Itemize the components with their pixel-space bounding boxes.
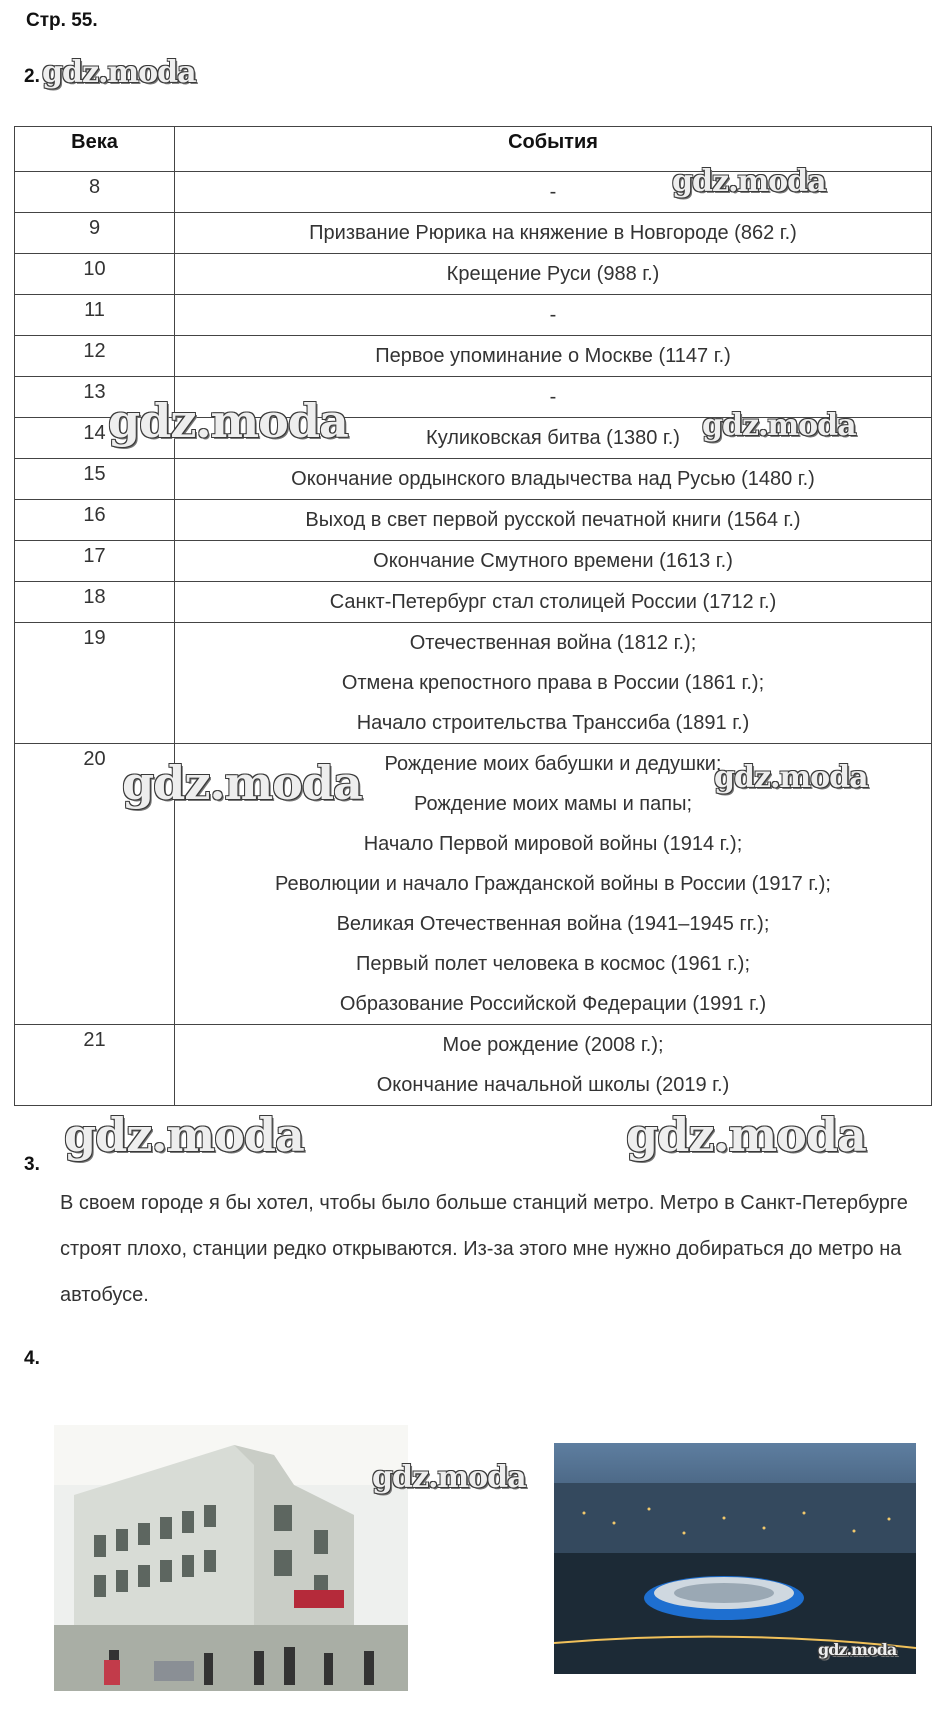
building-photo bbox=[54, 1425, 408, 1691]
century-cell: 11 bbox=[15, 295, 175, 336]
events-cell bbox=[175, 582, 932, 623]
century-cell: 13 bbox=[15, 377, 175, 418]
century-cell: 15 bbox=[15, 459, 175, 500]
table-row bbox=[15, 213, 932, 254]
task2-number: 2. bbox=[24, 66, 40, 87]
event-text: Отмена крепостного права в России (1861 г.); bbox=[341, 672, 765, 694]
task3-text: В своем городе я бы хотел, чтобы было больше станций метро. Метро в Санкт-Петербурге строят плохо, станции редко открываются. Из-за этого мне нужно добираться до метро на автобусе. bbox=[60, 1192, 908, 1306]
event-text: Санкт-Петербург стал столицей России (1712 г.) bbox=[329, 591, 777, 613]
event-text: Рождение моих мамы и папы; bbox=[413, 793, 693, 815]
century-cell: 17 bbox=[15, 541, 175, 582]
events-cell bbox=[175, 213, 932, 254]
watermark: gdz.moda bbox=[714, 760, 868, 795]
table-row bbox=[15, 582, 932, 623]
watermark: gdz.moda bbox=[626, 1108, 866, 1162]
event-text: Окончание ордынского владычества над Русью (1480 г.) bbox=[291, 468, 815, 490]
events-cell bbox=[175, 336, 932, 377]
watermark: gdz.moda bbox=[702, 408, 856, 443]
watermark: gdz.moda bbox=[818, 1640, 897, 1659]
event-text: Первый полет человека в космос (1961 г.); bbox=[355, 953, 751, 975]
events-cell bbox=[175, 1025, 932, 1106]
event-text: Революции и начало Гражданской войны в России (1917 г.); bbox=[275, 873, 831, 895]
table-row bbox=[15, 459, 932, 500]
event-text: Начало строительства Транссиба (1891 г.) bbox=[356, 712, 750, 734]
table-row bbox=[15, 1025, 932, 1106]
table-row bbox=[15, 500, 932, 541]
event-text: Первое упоминание о Москве (1147 г.) bbox=[375, 345, 731, 367]
century-cell: 20 bbox=[15, 744, 175, 1025]
watermark: gdz.moda bbox=[108, 394, 348, 448]
event-text: Отечественная война (1812 г.); bbox=[409, 632, 697, 654]
century-cell: 9 bbox=[15, 213, 175, 254]
events-cell bbox=[175, 500, 932, 541]
event-text: - bbox=[549, 304, 557, 326]
watermark: gdz.moda bbox=[64, 1108, 304, 1162]
table-row bbox=[15, 541, 932, 582]
watermark: gdz.moda bbox=[372, 1460, 526, 1495]
event-text: Выход в свет первой русской печатной книги (1564 г.) bbox=[305, 509, 801, 531]
table-row bbox=[15, 336, 932, 377]
task4-number: 4. bbox=[24, 1348, 40, 1369]
watermark: gdz.moda bbox=[122, 756, 362, 810]
century-cell: 16 bbox=[15, 500, 175, 541]
events-cell bbox=[175, 541, 932, 582]
event-text: Крещение Руси (988 г.) bbox=[446, 263, 660, 285]
century-cell: 21 bbox=[15, 1025, 175, 1106]
table-row bbox=[15, 623, 932, 744]
century-cell: 8 bbox=[15, 172, 175, 213]
event-text: Куликовская битва (1380 г.) bbox=[426, 427, 680, 449]
event-text: Великая Отечественная война (1941–1945 гг.); bbox=[336, 913, 770, 935]
event-text: Начало Первой мировой войны (1914 г.); bbox=[363, 833, 743, 855]
event-text: Окончание начальной школы (2019 г.) bbox=[376, 1074, 730, 1096]
event-text: Мое рождение (2008 г.); bbox=[442, 1034, 664, 1056]
events-table-body bbox=[15, 172, 932, 1106]
task3-number: 3. bbox=[24, 1154, 40, 1175]
events-cell bbox=[175, 254, 932, 295]
event-text: Призвание Рюрика на княжение в Новгороде (862 г.) bbox=[309, 222, 797, 244]
header-events: События bbox=[175, 127, 932, 172]
page-label: Стр. 55. bbox=[26, 10, 98, 31]
century-cell: 18 bbox=[15, 582, 175, 623]
watermark: gdz.moda bbox=[672, 164, 826, 199]
century-cell: 14 bbox=[15, 418, 175, 459]
event-text: Рождение моих бабушки и дедушки; bbox=[384, 753, 722, 775]
events-cell bbox=[175, 459, 932, 500]
events-cell bbox=[175, 623, 932, 744]
header-century: Века bbox=[15, 127, 175, 172]
watermark: gdz.moda bbox=[42, 55, 196, 90]
table-row bbox=[15, 295, 932, 336]
table-row bbox=[15, 254, 932, 295]
century-cell: 19 bbox=[15, 623, 175, 744]
events-table bbox=[14, 126, 932, 1106]
event-text: - bbox=[549, 386, 557, 408]
event-text: Окончание Смутного времени (1613 г.) bbox=[373, 550, 733, 572]
century-cell: 10 bbox=[15, 254, 175, 295]
century-cell: 12 bbox=[15, 336, 175, 377]
events-cell bbox=[175, 295, 932, 336]
event-text: - bbox=[549, 181, 557, 203]
event-text: Образование Российской Федерации (1991 г.) bbox=[339, 993, 767, 1015]
